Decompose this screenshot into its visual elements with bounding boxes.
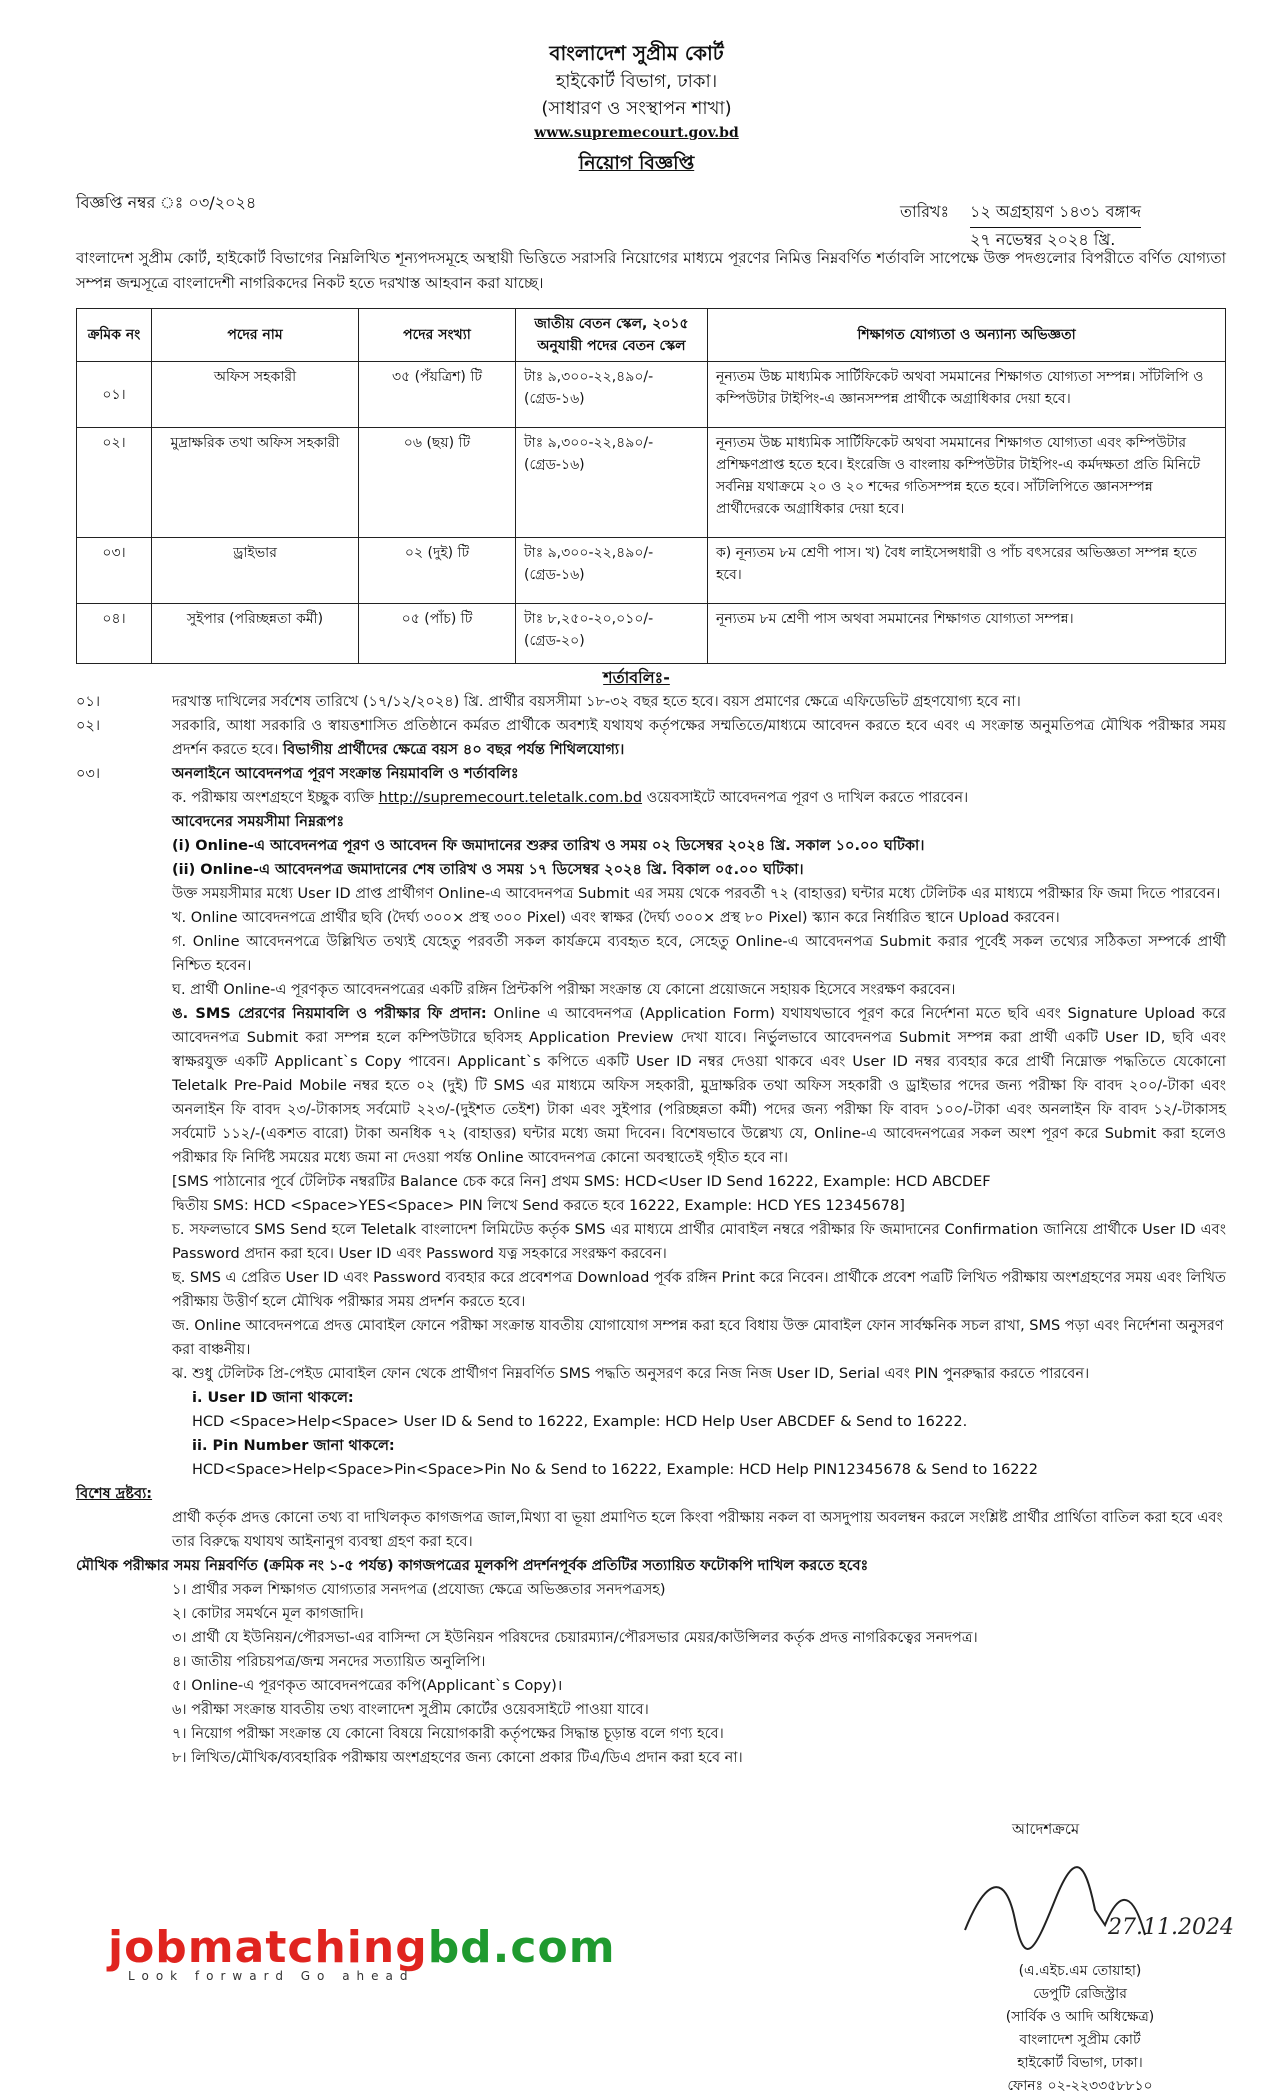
watermark-brand-a: jobmatching — [108, 1922, 428, 1973]
term-number: ০১। — [76, 694, 101, 710]
user-id-title: i. User ID জানা থাকলে: — [192, 1390, 354, 1406]
cell-scale — [516, 362, 708, 428]
division-name: হাইকোর্ট বিভাগ, ঢাকা। — [555, 71, 718, 92]
pin-text: HCD<Space>Help<Space>Pin<Space>Pin No & Send to 16222, Example: HCD Help PIN12345678 & Send to 16222 — [192, 1462, 1038, 1478]
table-row — [77, 362, 1226, 428]
signatory-division: হাইকোর্ট বিভাগ, ঢাকা। — [1017, 2055, 1143, 2071]
branch-name: (সাধারণ ও সংস্থাপন শাখা) — [541, 98, 732, 119]
term-ja: জ. Online আবেদনপত্রে প্রদত্ত মোবাইল ফোনে পরীক্ষা সংক্রান্ত যাবতীয় যোগাযোগ সম্পন্ন করা হবে বিধায় উক্ত মোবাইল ফোন সার্বক্ষনিক সচল রাখা, SMS পড়া এবং নির্দেশনা অনুসরণ করা বাঞ্চনীয়। — [172, 1318, 1224, 1358]
cell-scale — [516, 428, 708, 538]
scale-grade: (গ্রেড-১৬) — [524, 391, 585, 407]
viva-item: ৮। লিখিত/মৌখিক/ব্যবহারিক পরীক্ষায় অংশগ্রহণের জন্য কোনো প্রকার টিএ/ডিএ প্রদান করা হবে না। — [172, 1750, 743, 1766]
terms-body — [76, 690, 1226, 1770]
org-name: বাংলাদেশ সুপ্রীম কোর্ট — [549, 41, 724, 65]
cell-qualification: নূন্যতম ৮ম শ্রেণী পাস অথবা সমমানের শিক্ষাগত যোগ্যতা সম্পন্ন। — [708, 604, 1226, 664]
term-2 — [76, 714, 1226, 762]
cell-count: ০৬ (ছয়) টি — [359, 428, 516, 538]
term-2-relaxation: বিভাগীয় প্রার্থীদের ক্ষেত্রে বয়স ৪০ বছর পর্যন্ত শিথিলযোগ্য। — [283, 742, 625, 758]
signatory-name: (এ.এইচ.এম তোয়াহা) — [1018, 1963, 1142, 1979]
cell-serial: ০১। — [77, 362, 152, 428]
cell-count: ০২ (দুই) টি — [359, 538, 516, 604]
scale-grade: (গ্রেড-২০) — [524, 633, 585, 649]
watermark-brand-b: bd.com — [427, 1922, 616, 1973]
col-post: পদের নাম — [152, 309, 359, 362]
signature-date: 27.11.2024 — [1108, 1915, 1234, 1940]
term-2-text: সরকারি, আধা সরকারি ও স্বায়ত্তশাসিত প্রতিষ্ঠানে কর্মরত প্রার্থীকে অবশ্যই যথাযথ কর্তৃপক্ষের সম্মতিতে/মাধ্যমে আবেদন করতে হবে এবং এ সংক্রান্ত অনুমতিপত্র মৌখিক পরীক্ষার সময় প্রদর্শন করতে হবে। — [172, 718, 1226, 758]
term-number: ০২। — [76, 718, 101, 734]
table-header-row — [77, 309, 1226, 362]
cell-count: ৩৫ (পঁয়ত্রিশ) টি — [359, 362, 516, 428]
period-note: উক্ত সময়সীমার মধ্যে User ID প্রাপ্ত প্রার্থীগণ Online-এ আবেদনপত্র Submit এর সময় থেকে পরবর্তী ৭২ (বাহাত্তর) ঘন্টার মধ্যে টেলিটক এর মাধ্যমে পরীক্ষার ফি জমা দিতে পারবেন। — [172, 886, 1221, 902]
period-end: (ii) Online-এ আবেদনপত্র জমাদানের শেষ তারিখ ও সময় ১৭ ডিসেম্বর ২০২৪ খ্রি. বিকাল ০৫.০০ ঘটিকা। — [172, 862, 804, 878]
scale-grade: (গ্রেড-১৬) — [524, 567, 585, 583]
viva-documents-title: মৌখিক পরীক্ষার সময় নিম্নবর্ণিত (ক্রমিক নং ১-৫ পর্যন্ত) কাগজপত্রের মূলকপি প্রদর্শনপূর্বক প্রতিটির সত্যায়িত ফটোকপি দাখিল করতে হবেঃ — [76, 1558, 869, 1574]
cell-qualification: ক) নূন্যতম ৮ম শ্রেণী পাস। খ) বৈধ লাইসেন্সধারী ও পাঁচ বৎসরের অভিজ্ঞতা সম্পন্ন হতে হবে। — [708, 538, 1226, 604]
table-row — [77, 604, 1226, 664]
sms-instruction-2: দ্বিতীয় SMS: HCD <Space>YES<Space> PIN লিখে Send করতে হবে 16222, Example: HCD YES 12345678] — [172, 1198, 905, 1214]
intro-paragraph: বাংলাদেশ সুপ্রীম কোর্ট, হাইকোর্ট বিভাগের নিম্নলিখিত শূন্যপদসমূহে অস্থায়ী ভিত্তিতে সরাসরি নিয়োগের মাধ্যমে পূরণের নিমিত্ত নিম্নবর্ণিত শর্তাবলি সাপেক্ষে উক্ত পদগুলোর বিপরীতে বর্ণিত যোগ্যতা সম্পন্ন জন্মসূত্রে বাংলাদেশী নাগরিকদের নিকট হতে দরখাস্ত আহবান করা যাচ্ছে। — [76, 249, 1226, 292]
table-row — [77, 538, 1226, 604]
terms-title: শর্তাবলিঃ- — [603, 668, 670, 687]
date-english: ২৭ নভেম্বর ২০২৪ খ্রি. — [970, 230, 1116, 249]
signature-block — [960, 1960, 1200, 2098]
watermark-brand — [108, 1922, 616, 1973]
uma-title: ঙ. SMS প্রেরণের নিয়মাবলি ও পরীক্ষার ফি প্রদান: — [172, 1006, 487, 1022]
user-id-text: HCD <Space>Help<Space> User ID & Send to 16222, Example: HCD Help User ABCDEF & Send to 16222. — [192, 1414, 968, 1430]
cell-serial: ০২। — [77, 428, 152, 538]
col-serial: ক্রমিক নং — [77, 309, 152, 362]
cell-post: সুইপার (পরিচ্ছন্নতা কর্মী) — [152, 604, 359, 664]
cell-scale — [516, 604, 708, 664]
scale-grade: (গ্রেড-১৬) — [524, 457, 585, 473]
notice-number: বিজ্ঞপ্তি নম্বর ঃ ০৩/২০২৪ — [76, 193, 257, 212]
page-title: নিয়োগ বিজ্ঞপ্তি — [578, 152, 695, 174]
special-note-title: বিশেষ দ্রষ্টব্য: — [76, 1486, 153, 1502]
term-3 — [76, 762, 1226, 786]
uma-text: Online এ আবেদনপত্র (Application Form) যথাযথভাবে পূরণ করে নির্দেশনা মতে ছবি এবং Signature Upload করে আবেদনপত্র Submit করা সম্পন্ন হলে কম্পিউটারে ছবিসহ Application Preview দেখা যাবে। নির্ভুলভাবে আবেদনপত্র Submit সম্পন্ন করা প্রার্থী একটি User ID, ছবি এবং স্বাক্ষরযুক্ত একটি Applicant`s Copy পাবেন। Applicant`s কপিতে একটি User ID নম্বর দেওয়া থাকবে এবং User ID নম্বর ব্যবহার করে প্রার্থী নিম্নোক্ত পদ্ধতিতে যেকোনো Teletalk Pre-Paid Mobile নম্বর হতে ০২ (দুই) টি SMS এর মাধ্যমে অফিস সহকারী, মুদ্রাক্ষরিক তথা অফিস সহকারী ও ড্রাইভার পদের জন্য পরীক্ষা ফি বাবদ ২০০/-টাকা এবং অনলাইন ফি বাবদ ২৩/-টাকাসহ সর্বমোট ২২৩/-(দুইশত তেইশ) টাকা এবং সুইপার (পরিচ্ছন্নতা কর্মী) পদের জন্য পরীক্ষা ফি বাবদ ১০০/-টাকা এবং অনলাইন ফি বাবদ ১২/-টাকাসহ সর্বমোট ১১২/-(একশত বারো) টাকা অনধিক ৭২ (বাহাত্তর) ঘন্টার মধ্যে জমা দিবেন। বিশেষভাবে উল্লেখ্য যে, Online-এ আবেদনপত্রের সকল অংশ পূরণ করে Submit করা হলেও পরীক্ষার ফি নির্দিষ্ট সময়ের মধ্যে জমা না দেওয়া পর্যন্ত Online আবেদনপত্র কোনো অবস্থাতেই গৃহীত হবে না। — [172, 1006, 1227, 1166]
sms-instruction-1: [SMS পাঠানোর পূর্বে টেলিটক নম্বরটির Balance চেক করে নিন] প্রথম SMS: HCD<User ID Send 16222, Example: HCD ABCDEF — [172, 1174, 991, 1190]
term-cha: চ. সফলভাবে SMS Send হলে Teletalk বাংলাদেশ লিমিটেড কর্তৃক SMS এর মাধ্যমে প্রার্থীর মোবাইল নম্বরে পরীক্ষার ফি জমাদানের Confirmation জানিয়ে প্রার্থীকে User ID এবং Password প্রদান করা হবে। User ID এবং Password যত্ন সহকারে সংরক্ষণ করবেন। — [172, 1222, 1226, 1262]
term-uma — [76, 1002, 1226, 1170]
term-jha: ঝ. শুধু টেলিটক প্রি-পেইড মোবাইল ফোন থেকে প্রার্থীগণ নিম্নবর্ণিত SMS পদ্ধতি অনুসরণ করে নিজ নিজ User ID, Serial এবং PIN পুনরুদ্ধার করতে পারবেন। — [172, 1366, 1090, 1382]
signatory-org: বাংলাদেশ সুপ্রীম কোর্ট — [1019, 2032, 1141, 2048]
period-title: আবেদনের সময়সীমা নিম্নরূপঃ — [172, 814, 345, 830]
teletalk-link[interactable]: http://supremecourt.teletalk.com.bd — [378, 790, 643, 806]
col-qualification: শিক্ষাগত যোগ্যতা ও অন্যান্য অভিজ্ঞতা — [708, 309, 1226, 362]
date-label: তারিখঃ — [900, 202, 950, 221]
col-count: পদের সংখ্যা — [359, 309, 516, 362]
term-kha: খ. Online আবেদনপত্রে প্রার্থীর ছবি (দৈর্ঘ্য ৩০০× প্রস্থ ৩০০ Pixel) এবং স্বাক্ষর (দৈর্ঘ্য ৩০০× প্রস্থ ৮০ Pixel) স্ক্যান করে নির্ধারিত স্থানে Upload করবেন। — [172, 910, 1060, 926]
cell-post: ড্রাইভার — [152, 538, 359, 604]
term-text: দরখাস্ত দাখিলের সর্বশেষ তারিখে (১৭/১২/২০২৪) খ্রি. প্রার্থীর বয়সসীমা ১৮-৩২ বছর হতে হবে। বয়স প্রমাণের ক্ষেত্রে এফিডেভিট গ্রহণযোগ্য হবে না। — [172, 694, 1021, 710]
cell-post: মুদ্রাক্ষরিক তথা অফিস সহকারী — [152, 428, 359, 538]
viva-item: ৭। নিয়োগ পরীক্ষা সংক্রান্ত যে কোনো বিষয়ে নিয়োগকারী কর্তৃপক্ষের সিদ্ধান্ত চূড়ান্ত বলে গণ্য হবে। — [172, 1726, 724, 1742]
term-text — [172, 714, 1226, 762]
scale-range: টাঃ ৯,৩০০-২২,৪৯০/- — [524, 435, 654, 451]
ka-suffix: ওয়েবসাইটে আবেদনপত্র পূরণ ও দাখিল করতে পারবেন। — [646, 790, 969, 806]
viva-item: ৫। Online-এ পূরণকৃত আবেদনপত্রের কপি(Applicant`s Copy)। — [172, 1678, 563, 1694]
viva-item: ১। প্রার্থীর সকল শিক্ষাগত যোগ্যতার সনদপত্র (প্রযোজ্য ক্ষেত্রে অভিজ্ঞতার সনদপত্রসহ) — [172, 1582, 666, 1598]
term-gha: ঘ. প্রার্থী Online-এ পূরণকৃত আবেদনপত্রের একটি রঙ্গিন প্রিন্টকপি পরীক্ষা সংক্রান্ত যে কোনো প্রয়োজনে সহায়ক হিসেবে সংরক্ষণ করবেন। — [172, 982, 956, 998]
cell-qualification: নূন্যতম উচ্চ মাধ্যমিক সার্টিফিকেট অথবা সমমানের শিক্ষাগত যোগ্যতা সম্পন্ন। সাঁটলিপি ও কম্পিউটার টাইপিং-এ জ্ঞানসম্পন্ন প্রার্থীকে অগ্রাধিকার দেয়া হবে। — [708, 362, 1226, 428]
scale-range: টাঃ ৯,৩০০-২২,৪৯০/- — [524, 545, 654, 561]
watermark-tagline: Look forward Go ahead — [128, 1969, 415, 1983]
cell-serial: ০৪। — [77, 604, 152, 664]
signatory-phone: ফোনঃ ০২-২২৩৩৫৮৮১০ — [1007, 2078, 1153, 2094]
term-ga: গ. Online আবেদনপত্রে উল্লিখিত তথ্যই যেহেতু পরবর্তী সকল কার্যক্রমে ব্যবহৃত হবে, সেহেতু Online-এ আবেদনপত্র Submit করার পূর্বেই সকল তথ্যের সঠিকতা সম্পর্কে প্রার্থী নিশ্চিত হবেন। — [172, 934, 1226, 974]
scale-range: টাঃ ৮,২৫০-২০,০১০/- — [524, 611, 654, 627]
signature-icon — [945, 1840, 1245, 1960]
viva-item: ৪। জাতীয় পরিচয়পত্র/জন্ম সনদের সত্যায়িত অনুলিপি। — [172, 1654, 486, 1670]
period-start: (i) Online-এ আবেদনপত্র পূরণ ও আবেদন ফি জমাদানের শুরুর তারিখ ও সময় ০২ ডিসেম্বর ২০২৪ খ্রি. সকাল ১০.০০ ঘটিকা। — [172, 838, 925, 854]
ka-prefix: ক. পরীক্ষায় অংশগ্রহণে ইচ্ছুক ব্যক্তি — [172, 790, 375, 806]
term-number: ০৩। — [76, 766, 101, 782]
header — [0, 38, 1273, 178]
viva-item: ২। কোটার সমর্থনে মূল কাগজাদি। — [172, 1606, 364, 1622]
scale-range: টাঃ ৯,৩০০-২২,৪৯০/- — [524, 369, 654, 385]
cell-post: অফিস সহকারী — [152, 362, 359, 428]
cell-qualification: নূন্যতম উচ্চ মাধ্যমিক সার্টিফিকেট অথবা সমমানের শিক্ষাগত যোগ্যতা এবং কম্পিউটার প্রশিক্ষণপ্রাপ্ত হতে হবে। ইংরেজি ও বাংলায় কম্পিউটার টাইপিং-এ কর্মদক্ষতা প্রতি মিনিটে সর্বনিম্ন যথাক্রমে ২০ ও ২০ শব্দের গতিসম্পন্ন হতে হবে। সাঁটলিপিতে জ্ঞানসম্পন্ন প্রার্থীদেরকে অগ্রাধিকার দেয়া হবে। — [708, 428, 1226, 538]
cell-scale — [516, 538, 708, 604]
cell-count: ০৫ (পাঁচ) টি — [359, 604, 516, 664]
pin-title: ii. Pin Number জানা থাকলে: — [192, 1438, 395, 1454]
term-3-title: অনলাইনে আবেদনপত্র পূরণ সংক্রান্ত নিয়মাবলি ও শর্তাবলিঃ — [172, 766, 519, 782]
cell-serial: ০৩। — [77, 538, 152, 604]
website-link[interactable]: www.supremecourt.gov.bd — [534, 125, 739, 141]
special-note-text: প্রার্থী কর্তৃক প্রদত্ত কোনো তথ্য বা দাখিলকৃত কাগজপত্র জাল,মিথ্যা বা ভূয়া প্রমাণিত হলে কিংবা পরীক্ষায় নকল বা অসদুপায় অবলম্বন করলে সংশ্লিষ্ট প্রার্থীর প্রার্থিতা বাতিল করা হবে এবং তার বিরুদ্ধে যথাযথ আইনানুগ ব্যবস্থা গ্রহণ করা হবে। — [172, 1510, 1223, 1550]
table-row — [77, 428, 1226, 538]
signatory-designation: ডেপুটি রেজিস্ট্রার — [1033, 1986, 1127, 2002]
signatory-charge: (সার্বিক ও আদি অধিক্ষেত্র) — [1005, 2009, 1155, 2025]
col-scale: জাতীয় বেতন স্কেল, ২০১৫ অনুযায়ী পদের বেতন স্কেল — [516, 309, 708, 362]
posts-table — [76, 308, 1226, 664]
date-bangla: ১২ অগ্রহায়ণ ১৪৩১ বঙ্গাব্দ — [970, 198, 1141, 228]
order-text: আদেশক্রমে — [1012, 1820, 1080, 1838]
viva-item: ৩। প্রার্থী যে ইউনিয়ন/পৌরসভা-এর বাসিন্দা সে ইউনিয়ন পরিষদের চেয়ারম্যান/পৌরসভার মেয়র/কাউন্সিলর কর্তৃক প্রদত্ত নাগরিকত্বের সনদপত্র। — [172, 1630, 978, 1646]
viva-item: ৬। পরীক্ষা সংক্রান্ত যাবতীয় তথ্য বাংলাদেশ সুপ্রীম কোর্টের ওয়েবসাইটে পাওয়া যাবে। — [172, 1702, 649, 1718]
watermark-logo — [108, 1922, 616, 1983]
term-1 — [76, 690, 1226, 714]
term-ka — [76, 786, 1226, 810]
term-chha: ছ. SMS এ প্রেরিত User ID এবং Password ব্যবহার করে প্রবেশপত্র Download পূর্বক রঙ্গিন Print করে নিবেন। প্রার্থীকে প্রবেশ পত্রটি লিখিত পরীক্ষায় অংশগ্রহণের সময় এবং লিখিত পরীক্ষায় উত্তীর্ণ হলে মৌখিক পরীক্ষার সময় প্রদর্শন করতে হবে। — [172, 1270, 1226, 1310]
